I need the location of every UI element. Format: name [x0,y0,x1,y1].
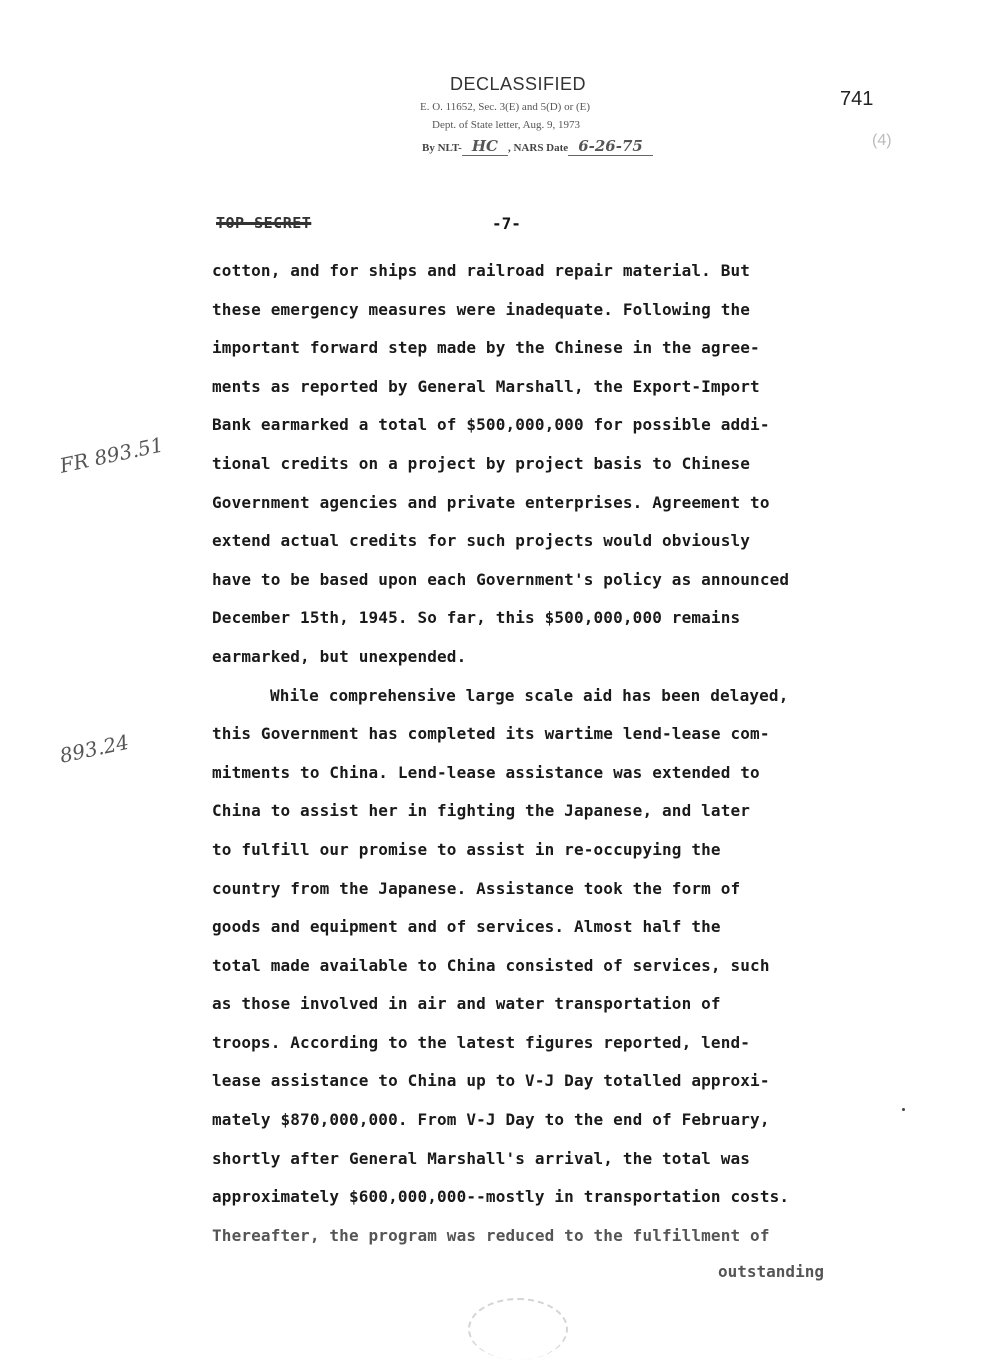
margin-note-file-number: FR 893.51 [57,432,166,478]
stamp-letter-line: Dept. of State letter, Aug. 9, 1973 [432,119,581,131]
stamp-nars-label: , NARS Date [507,142,569,154]
stamp-by-value: HC [462,137,508,156]
body-line: extend actual credits for such projects would obviously [212,531,751,551]
archive-page-number: 741 [840,88,874,110]
body-line: mitments to China. Lend-lease assistance was extended to [212,762,760,782]
body-line: approximately $600,000,000--mostly in transportation costs. [212,1187,790,1207]
classification-marking: TOP SECRET [216,214,312,232]
body-line: cotton, and for ships and railroad repair material. But [212,261,751,280]
document-body [212,252,902,1255]
stamp-title: DECLASSIFIED [450,74,587,94]
body-line: Government agencies and private enterprises. Agreement to [212,492,770,512]
body-line: country from the Japanese. Assistance took the form of [212,878,741,898]
body-line: mately $870,000,000. From V-J Day to the end of February, [212,1110,770,1130]
stamp-by-label: By NLT- [422,142,462,154]
stamp-nars-value: 6-26-75 [568,137,653,156]
body-line: this Government has completed its wartime lend-lease com- [212,724,770,744]
body-line: tional credits on a project by project basis to Chinese [212,453,751,473]
body-line: to fulfill our promise to assist in re-occupying the [212,839,721,859]
document-page-number: -7- [492,214,521,233]
body-line: earmarked, but unexpended. [212,646,467,666]
margin-note-file-number-2: 893.24 [57,729,131,768]
catchword: outstanding [718,1262,824,1281]
faint-pencil-mark: (4) [872,132,892,149]
body-line: goods and equipment and of services. Almost half the [212,917,721,937]
body-line: lease assistance to China up to V-J Day totalled approxi- [212,1071,770,1091]
declassification-stamp [420,74,720,155]
body-line: Thereafter, the program was reduced to the fulfillment of [212,1225,770,1245]
body-line: have to be based upon each Government's policy as announced [212,569,790,589]
body-line: China to assist her in fighting the Japanese, and later [212,801,751,821]
stamp-authority-line: E. O. 11652, Sec. 3(E) and 5(D) or (E) [420,101,591,113]
body-line: troops. According to the latest figures reported, lend- [212,1032,751,1052]
body-line: these emergency measures were inadequate. Following the [212,299,751,319]
body-line: as those involved in air and water transportation of [212,994,721,1014]
document-header [0,210,990,240]
body-line: December 15th, 1945. So far, this $500,000,000 remains [212,608,741,628]
margin-tick-mark [902,1108,905,1111]
body-line: Bank earmarked a total of $500,000,000 for possible addi- [212,415,770,435]
body-line: shortly after General Marshall's arrival, the total was [212,1148,751,1168]
body-line: total made available to China consisted of services, such [212,955,770,975]
body-line: important forward step made by the Chinese in the agree- [212,338,760,358]
faint-seal-impression [468,1298,568,1360]
stamp-signature-line [422,137,720,155]
paragraph-start-line: While comprehensive large scale aid has been delayed, [270,685,789,705]
body-line: ments as reported by General Marshall, the Export-Import [212,376,760,396]
